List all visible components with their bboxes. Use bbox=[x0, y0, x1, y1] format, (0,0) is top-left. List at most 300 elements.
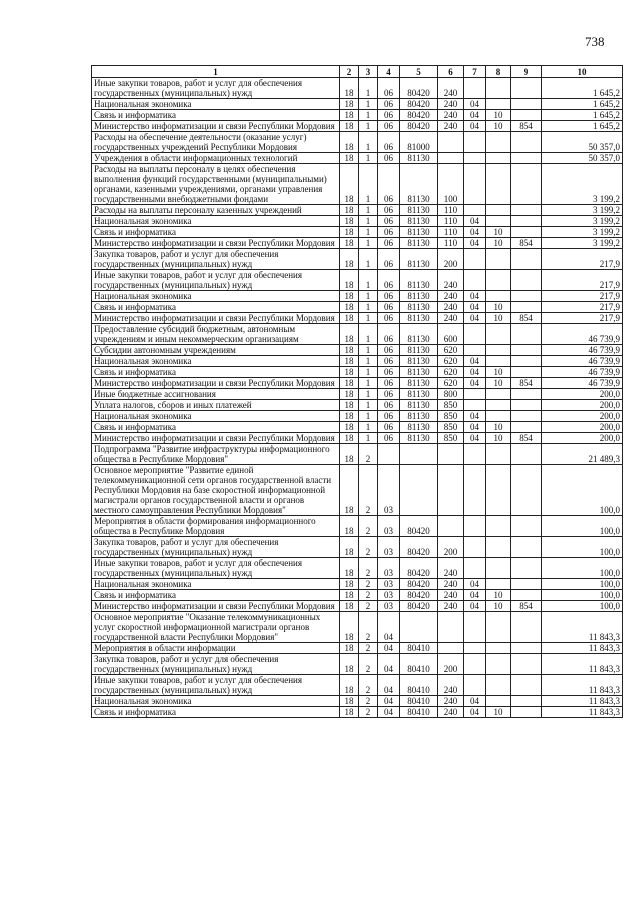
cell-col-6: 240 bbox=[438, 558, 464, 579]
cell-col-6: 240 bbox=[438, 707, 464, 718]
cell-col-6: 200 bbox=[438, 249, 464, 270]
cell-col-7 bbox=[464, 78, 486, 99]
cell-col-9 bbox=[511, 400, 542, 411]
amount-cell: 217,9 bbox=[542, 270, 623, 291]
cell-col-3: 1 bbox=[359, 302, 378, 313]
cell-col-9 bbox=[511, 696, 542, 707]
table-header-row bbox=[92, 66, 623, 78]
amount-cell: 100,0 bbox=[542, 465, 623, 516]
cell-col-9 bbox=[511, 291, 542, 302]
cell-col-5: 80420 bbox=[400, 601, 438, 612]
cell-col-8 bbox=[486, 643, 511, 654]
cell-col-3: 1 bbox=[359, 433, 378, 444]
cell-col-7 bbox=[464, 324, 486, 345]
cell-col-8 bbox=[486, 291, 511, 302]
cell-col-4: 04 bbox=[378, 707, 400, 718]
cell-col-8 bbox=[486, 612, 511, 643]
cell-col-5: 80410 bbox=[400, 707, 438, 718]
row-name-cell: Расходы на обеспечение деятельности (оказание услуг) государственных учреждений Республики Мордовия bbox=[92, 132, 340, 153]
cell-col-6: 200 bbox=[438, 654, 464, 675]
cell-col-2: 18 bbox=[340, 400, 359, 411]
cell-col-7: 04 bbox=[464, 601, 486, 612]
table-row bbox=[92, 345, 623, 356]
cell-col-5 bbox=[400, 465, 438, 516]
cell-col-9 bbox=[511, 579, 542, 590]
cell-col-3: 1 bbox=[359, 153, 378, 164]
cell-col-7: 04 bbox=[464, 378, 486, 389]
cell-col-6: 620 bbox=[438, 356, 464, 367]
cell-col-9 bbox=[511, 389, 542, 400]
cell-col-4: 06 bbox=[378, 78, 400, 99]
cell-col-2: 18 bbox=[340, 612, 359, 643]
cell-col-7 bbox=[464, 675, 486, 696]
cell-col-6: 850 bbox=[438, 411, 464, 422]
amount-cell: 1 645,2 bbox=[542, 78, 623, 99]
cell-col-9 bbox=[511, 99, 542, 110]
header-cell: 6 bbox=[438, 66, 464, 78]
cell-col-4: 06 bbox=[378, 356, 400, 367]
table-row bbox=[92, 78, 623, 99]
amount-cell: 100,0 bbox=[542, 590, 623, 601]
amount-cell: 11 843,3 bbox=[542, 696, 623, 707]
cell-col-8 bbox=[486, 696, 511, 707]
cell-col-9 bbox=[511, 205, 542, 216]
table-row bbox=[92, 216, 623, 227]
cell-col-5: 80420 bbox=[400, 537, 438, 558]
cell-col-7 bbox=[464, 516, 486, 537]
cell-col-6: 240 bbox=[438, 601, 464, 612]
cell-col-6 bbox=[438, 643, 464, 654]
table-row bbox=[92, 270, 623, 291]
cell-col-7: 04 bbox=[464, 216, 486, 227]
cell-col-6: 850 bbox=[438, 400, 464, 411]
cell-col-4: 06 bbox=[378, 121, 400, 132]
cell-col-8 bbox=[486, 444, 511, 465]
row-name-cell: Министерство информатизации и связи Республики Мордовия bbox=[92, 378, 340, 389]
cell-col-5: 81000 bbox=[400, 132, 438, 153]
cell-col-6: 240 bbox=[438, 579, 464, 590]
cell-col-5: 80420 bbox=[400, 579, 438, 590]
amount-cell: 200,0 bbox=[542, 400, 623, 411]
cell-col-4: 06 bbox=[378, 99, 400, 110]
cell-col-4: 06 bbox=[378, 153, 400, 164]
row-name-cell: Расходы на выплаты персоналу казенных учреждений bbox=[92, 205, 340, 216]
cell-col-2: 18 bbox=[340, 238, 359, 249]
table-row bbox=[92, 696, 623, 707]
amount-cell: 21 489,3 bbox=[542, 444, 623, 465]
cell-col-6 bbox=[438, 444, 464, 465]
page-number: 738 bbox=[585, 34, 605, 49]
amount-cell: 217,9 bbox=[542, 249, 623, 270]
cell-col-4: 04 bbox=[378, 654, 400, 675]
cell-col-4: 03 bbox=[378, 601, 400, 612]
cell-col-3: 2 bbox=[359, 696, 378, 707]
amount-cell: 100,0 bbox=[542, 558, 623, 579]
cell-col-9 bbox=[511, 345, 542, 356]
table-row bbox=[92, 400, 623, 411]
table-row bbox=[92, 99, 623, 110]
amount-cell: 100,0 bbox=[542, 579, 623, 590]
table-row bbox=[92, 153, 623, 164]
cell-col-9: 854 bbox=[511, 433, 542, 444]
cell-col-2: 18 bbox=[340, 205, 359, 216]
cell-col-3: 1 bbox=[359, 99, 378, 110]
cell-col-7 bbox=[464, 205, 486, 216]
cell-col-4: 03 bbox=[378, 579, 400, 590]
cell-col-5: 81130 bbox=[400, 324, 438, 345]
cell-col-7: 04 bbox=[464, 422, 486, 433]
cell-col-3: 1 bbox=[359, 411, 378, 422]
amount-cell: 46 739,9 bbox=[542, 378, 623, 389]
cell-col-2: 18 bbox=[340, 291, 359, 302]
cell-col-4: 04 bbox=[378, 612, 400, 643]
cell-col-9 bbox=[511, 110, 542, 121]
amount-cell: 217,9 bbox=[542, 302, 623, 313]
cell-col-9 bbox=[511, 422, 542, 433]
cell-col-8: 10 bbox=[486, 302, 511, 313]
cell-col-2: 18 bbox=[340, 696, 359, 707]
cell-col-3: 1 bbox=[359, 356, 378, 367]
cell-col-2: 18 bbox=[340, 707, 359, 718]
table-row bbox=[92, 675, 623, 696]
table-row bbox=[92, 302, 623, 313]
cell-col-4: 06 bbox=[378, 367, 400, 378]
cell-col-4: 06 bbox=[378, 389, 400, 400]
table-row bbox=[92, 121, 623, 132]
cell-col-2: 18 bbox=[340, 302, 359, 313]
row-name-cell: Уплата налогов, сборов и иных платежей bbox=[92, 400, 340, 411]
cell-col-2: 18 bbox=[340, 249, 359, 270]
cell-col-3: 2 bbox=[359, 707, 378, 718]
cell-col-2: 18 bbox=[340, 643, 359, 654]
cell-col-5: 81130 bbox=[400, 291, 438, 302]
cell-col-9 bbox=[511, 153, 542, 164]
cell-col-6: 240 bbox=[438, 270, 464, 291]
cell-col-4: 06 bbox=[378, 227, 400, 238]
cell-col-8: 10 bbox=[486, 378, 511, 389]
cell-col-4: 04 bbox=[378, 696, 400, 707]
cell-col-6: 240 bbox=[438, 696, 464, 707]
header-cell: 7 bbox=[464, 66, 486, 78]
header-cell: 1 bbox=[92, 66, 340, 78]
row-name-cell: Расходы на выплаты персоналу в целях обеспечения выполнения функций государственными (муниципальными) органами, казенными учреждениями, органами управления государственными внебюджетными фондами bbox=[92, 164, 340, 205]
row-name-cell: Учреждения в области информационных технологий bbox=[92, 153, 340, 164]
row-name-cell: Закупка товаров, работ и услуг для обеспечения государственных (муниципальных) нужд bbox=[92, 654, 340, 675]
cell-col-3: 2 bbox=[359, 444, 378, 465]
cell-col-9: 854 bbox=[511, 121, 542, 132]
cell-col-4: 06 bbox=[378, 400, 400, 411]
cell-col-9 bbox=[511, 227, 542, 238]
cell-col-5: 81130 bbox=[400, 345, 438, 356]
cell-col-5: 81130 bbox=[400, 378, 438, 389]
cell-col-4: 06 bbox=[378, 164, 400, 205]
cell-col-3: 1 bbox=[359, 249, 378, 270]
header-cell: 4 bbox=[378, 66, 400, 78]
cell-col-5: 80420 bbox=[400, 558, 438, 579]
amount-cell: 3 199,2 bbox=[542, 205, 623, 216]
cell-col-2: 18 bbox=[340, 345, 359, 356]
cell-col-4 bbox=[378, 444, 400, 465]
cell-col-9 bbox=[511, 516, 542, 537]
amount-cell: 200,0 bbox=[542, 411, 623, 422]
cell-col-5: 80410 bbox=[400, 654, 438, 675]
row-name-cell: Основное мероприятие "Развитие единой телекоммуникационной сети органов государственной власти Республики Мордовия на базе скоростной информационной магистрали органов государственной власти и органов местного самоуправления Республики Мордовия" bbox=[92, 465, 340, 516]
cell-col-6: 110 bbox=[438, 238, 464, 249]
amount-cell: 46 739,9 bbox=[542, 367, 623, 378]
cell-col-8 bbox=[486, 537, 511, 558]
cell-col-6 bbox=[438, 153, 464, 164]
row-name-cell: Предоставление субсидий бюджетным, автономным учреждениям и иным некоммерческим организациям bbox=[92, 324, 340, 345]
cell-col-4: 03 bbox=[378, 558, 400, 579]
amount-cell: 217,9 bbox=[542, 291, 623, 302]
cell-col-4: 03 bbox=[378, 590, 400, 601]
cell-col-9 bbox=[511, 558, 542, 579]
row-name-cell: Связь и информатика bbox=[92, 707, 340, 718]
cell-col-2: 18 bbox=[340, 324, 359, 345]
cell-col-2: 18 bbox=[340, 99, 359, 110]
cell-col-8: 10 bbox=[486, 238, 511, 249]
cell-col-3: 2 bbox=[359, 612, 378, 643]
row-name-cell: Национальная экономика bbox=[92, 291, 340, 302]
cell-col-4: 06 bbox=[378, 411, 400, 422]
cell-col-7: 04 bbox=[464, 579, 486, 590]
table-row bbox=[92, 601, 623, 612]
table-row bbox=[92, 579, 623, 590]
cell-col-5: 81130 bbox=[400, 205, 438, 216]
cell-col-8: 10 bbox=[486, 121, 511, 132]
cell-col-4: 03 bbox=[378, 465, 400, 516]
cell-col-4: 04 bbox=[378, 675, 400, 696]
cell-col-9 bbox=[511, 367, 542, 378]
row-name-cell: Связь и информатика bbox=[92, 422, 340, 433]
table-row bbox=[92, 590, 623, 601]
amount-cell: 200,0 bbox=[542, 422, 623, 433]
cell-col-9 bbox=[511, 216, 542, 227]
cell-col-6: 240 bbox=[438, 291, 464, 302]
cell-col-7: 04 bbox=[464, 227, 486, 238]
cell-col-8 bbox=[486, 132, 511, 153]
cell-col-7 bbox=[464, 389, 486, 400]
cell-col-2: 18 bbox=[340, 216, 359, 227]
table-row bbox=[92, 356, 623, 367]
cell-col-3: 1 bbox=[359, 313, 378, 324]
cell-col-2: 18 bbox=[340, 367, 359, 378]
cell-col-6: 240 bbox=[438, 78, 464, 99]
cell-col-5: 80410 bbox=[400, 643, 438, 654]
cell-col-5: 80420 bbox=[400, 78, 438, 99]
row-name-cell: Мероприятия в области формирования информационного общества в Республике Мордовия bbox=[92, 516, 340, 537]
row-name-cell: Министерство информатизации и связи Республики Мордовия bbox=[92, 313, 340, 324]
cell-col-2: 18 bbox=[340, 516, 359, 537]
cell-col-6: 600 bbox=[438, 324, 464, 345]
table-row bbox=[92, 654, 623, 675]
cell-col-8: 10 bbox=[486, 110, 511, 121]
budget-table bbox=[91, 65, 623, 718]
table-row bbox=[92, 324, 623, 345]
cell-col-3: 2 bbox=[359, 516, 378, 537]
cell-col-9 bbox=[511, 654, 542, 675]
cell-col-5: 81130 bbox=[400, 411, 438, 422]
amount-cell: 100,0 bbox=[542, 537, 623, 558]
cell-col-2: 18 bbox=[340, 132, 359, 153]
cell-col-8 bbox=[486, 400, 511, 411]
cell-col-8 bbox=[486, 579, 511, 590]
cell-col-5: 80420 bbox=[400, 99, 438, 110]
cell-col-8 bbox=[486, 516, 511, 537]
amount-cell: 11 843,3 bbox=[542, 643, 623, 654]
cell-col-6: 110 bbox=[438, 227, 464, 238]
cell-col-7: 04 bbox=[464, 121, 486, 132]
cell-col-3: 1 bbox=[359, 378, 378, 389]
header-cell: 8 bbox=[486, 66, 511, 78]
cell-col-9 bbox=[511, 411, 542, 422]
cell-col-8 bbox=[486, 205, 511, 216]
cell-col-3: 1 bbox=[359, 389, 378, 400]
cell-col-8 bbox=[486, 356, 511, 367]
row-name-cell: Мероприятия в области информации bbox=[92, 643, 340, 654]
amount-cell: 200,0 bbox=[542, 433, 623, 444]
cell-col-6 bbox=[438, 516, 464, 537]
cell-col-4: 06 bbox=[378, 433, 400, 444]
cell-col-8 bbox=[486, 411, 511, 422]
amount-cell: 1 645,2 bbox=[542, 121, 623, 132]
cell-col-7 bbox=[464, 465, 486, 516]
amount-cell: 11 843,3 bbox=[542, 675, 623, 696]
cell-col-4: 06 bbox=[378, 270, 400, 291]
cell-col-2: 18 bbox=[340, 590, 359, 601]
cell-col-2: 18 bbox=[340, 78, 359, 99]
cell-col-8 bbox=[486, 389, 511, 400]
cell-col-5: 80420 bbox=[400, 590, 438, 601]
table-row bbox=[92, 444, 623, 465]
cell-col-9 bbox=[511, 643, 542, 654]
cell-col-2: 18 bbox=[340, 153, 359, 164]
table-row bbox=[92, 378, 623, 389]
amount-cell: 1 645,2 bbox=[542, 99, 623, 110]
amount-cell: 11 843,3 bbox=[542, 707, 623, 718]
row-name-cell: Национальная экономика bbox=[92, 99, 340, 110]
header-cell: 2 bbox=[340, 66, 359, 78]
cell-col-9 bbox=[511, 356, 542, 367]
row-name-cell: Связь и информатика bbox=[92, 302, 340, 313]
cell-col-8: 10 bbox=[486, 601, 511, 612]
cell-col-4: 03 bbox=[378, 537, 400, 558]
cell-col-3: 1 bbox=[359, 121, 378, 132]
cell-col-5: 80420 bbox=[400, 110, 438, 121]
cell-col-3: 1 bbox=[359, 291, 378, 302]
amount-cell: 217,9 bbox=[542, 313, 623, 324]
cell-col-7: 04 bbox=[464, 356, 486, 367]
cell-col-7 bbox=[464, 400, 486, 411]
row-name-cell: Иные закупки товаров, работ и услуг для обеспечения государственных (муниципальных) нужд bbox=[92, 78, 340, 99]
cell-col-2: 18 bbox=[340, 444, 359, 465]
amount-cell: 3 199,2 bbox=[542, 216, 623, 227]
amount-cell: 46 739,9 bbox=[542, 356, 623, 367]
cell-col-3: 1 bbox=[359, 400, 378, 411]
cell-col-2: 18 bbox=[340, 433, 359, 444]
cell-col-7: 04 bbox=[464, 696, 486, 707]
cell-col-5: 80410 bbox=[400, 696, 438, 707]
row-name-cell: Национальная экономика bbox=[92, 216, 340, 227]
row-name-cell: Субсидии автономным учреждениям bbox=[92, 345, 340, 356]
cell-col-5: 81130 bbox=[400, 400, 438, 411]
cell-col-9 bbox=[511, 164, 542, 205]
cell-col-8 bbox=[486, 164, 511, 205]
cell-col-6: 240 bbox=[438, 302, 464, 313]
cell-col-3: 2 bbox=[359, 558, 378, 579]
cell-col-2: 18 bbox=[340, 411, 359, 422]
cell-col-7: 04 bbox=[464, 433, 486, 444]
row-name-cell: Связь и информатика bbox=[92, 367, 340, 378]
table-row bbox=[92, 132, 623, 153]
cell-col-5: 81130 bbox=[400, 433, 438, 444]
cell-col-7: 04 bbox=[464, 99, 486, 110]
cell-col-6: 850 bbox=[438, 433, 464, 444]
cell-col-5: 81130 bbox=[400, 164, 438, 205]
cell-col-7: 04 bbox=[464, 313, 486, 324]
amount-cell: 46 739,9 bbox=[542, 345, 623, 356]
cell-col-2: 18 bbox=[340, 422, 359, 433]
cell-col-2: 18 bbox=[340, 558, 359, 579]
cell-col-2: 18 bbox=[340, 110, 359, 121]
amount-cell: 3 199,2 bbox=[542, 164, 623, 205]
table-row bbox=[92, 537, 623, 558]
cell-col-7: 04 bbox=[464, 238, 486, 249]
cell-col-7: 04 bbox=[464, 291, 486, 302]
cell-col-3: 1 bbox=[359, 324, 378, 345]
table-row bbox=[92, 465, 623, 516]
cell-col-5: 81130 bbox=[400, 367, 438, 378]
cell-col-7 bbox=[464, 164, 486, 205]
cell-col-9 bbox=[511, 270, 542, 291]
amount-cell: 200,0 bbox=[542, 389, 623, 400]
cell-col-7 bbox=[464, 132, 486, 153]
cell-col-9 bbox=[511, 132, 542, 153]
cell-col-4: 06 bbox=[378, 422, 400, 433]
cell-col-6: 240 bbox=[438, 313, 464, 324]
cell-col-7: 04 bbox=[464, 707, 486, 718]
cell-col-8: 10 bbox=[486, 433, 511, 444]
cell-col-7 bbox=[464, 612, 486, 643]
cell-col-9 bbox=[511, 465, 542, 516]
row-name-cell: Основное мероприятие "Оказание телекоммуникационных услуг скоростной информационной магистрали органов государственной власти Республики Мордовия" bbox=[92, 612, 340, 643]
cell-col-5: 81130 bbox=[400, 302, 438, 313]
amount-cell: 3 199,2 bbox=[542, 227, 623, 238]
cell-col-3: 2 bbox=[359, 590, 378, 601]
amount-cell: 11 843,3 bbox=[542, 612, 623, 643]
cell-col-6: 110 bbox=[438, 205, 464, 216]
cell-col-6 bbox=[438, 612, 464, 643]
cell-col-5: 81130 bbox=[400, 389, 438, 400]
cell-col-9 bbox=[511, 707, 542, 718]
cell-col-3: 1 bbox=[359, 78, 378, 99]
cell-col-9: 854 bbox=[511, 601, 542, 612]
cell-col-2: 18 bbox=[340, 601, 359, 612]
row-name-cell: Иные закупки товаров, работ и услуг для обеспечения государственных (муниципальных) нужд bbox=[92, 675, 340, 696]
amount-cell: 100,0 bbox=[542, 601, 623, 612]
cell-col-6: 240 bbox=[438, 110, 464, 121]
row-name-cell: Связь и информатика bbox=[92, 110, 340, 121]
cell-col-9 bbox=[511, 324, 542, 345]
cell-col-4: 06 bbox=[378, 291, 400, 302]
amount-cell: 1 645,2 bbox=[542, 110, 623, 121]
table-row bbox=[92, 411, 623, 422]
cell-col-9: 854 bbox=[511, 238, 542, 249]
cell-col-5: 81130 bbox=[400, 227, 438, 238]
table-row bbox=[92, 227, 623, 238]
cell-col-3: 2 bbox=[359, 537, 378, 558]
cell-col-3: 1 bbox=[359, 422, 378, 433]
